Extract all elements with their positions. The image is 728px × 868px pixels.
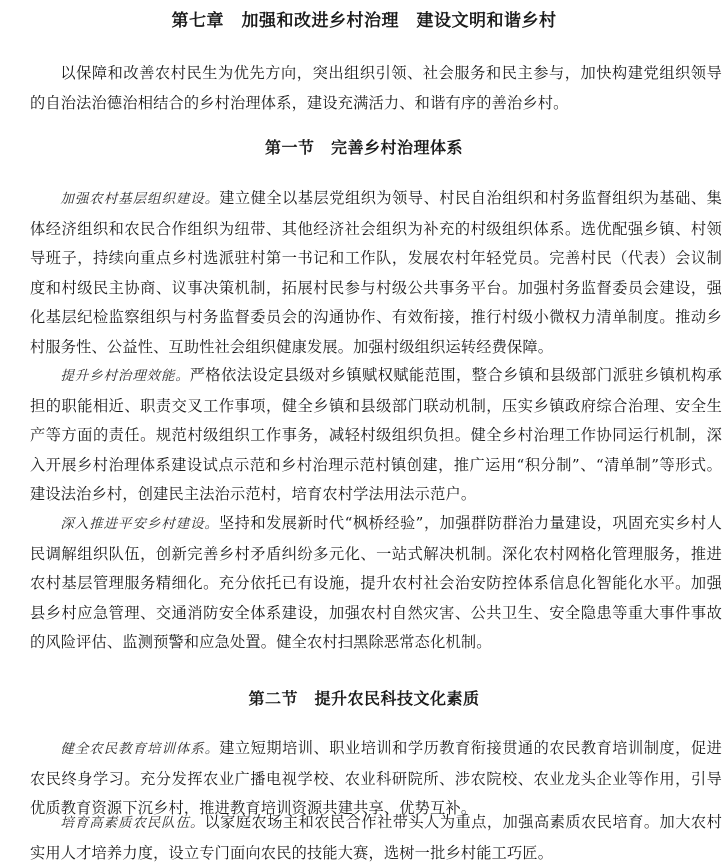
paragraph-high-quality-farmers <box>30 808 722 868</box>
chapter-intro: 以保障和改善农村民生为优先方向，突出组织引领、社会服务和民主参与，加快构建党组织领导的自治法治德治相结合的乡村治理体系，建设充满活力、和谐有序的善治乡村。 <box>30 64 722 112</box>
section-title-2: 第二节 提升农民科技文化素质 <box>248 689 480 708</box>
paragraph-body: 严格依法设定县级对乡镇赋权赋能范围，整合乡镇和县级部门派驻乡镇机构承担的职能相近、职责交叉工作事项，健全乡镇和县级部门联动机制，压实乡镇政府综合治理、安全生产等方面的责任。规范村级组织工作事务，减轻村级组织负担。健全乡村治理工作协同运行机制，深入开展乡村治理体系建设试点示范和乡村治理示范村镇创建，推广运用“积分制”、“清单制”等形式。建设法治乡村，创建民主法治示范村，培育农村学法用法示范户。 <box>30 366 722 504</box>
paragraph-body: 以家庭农场主和农民合作社带头人为重点，加强高素质农民培育。加大农村实用人才培养力度，设立专门面向农民的技能大赛，选树一批乡村能工巧匠。 <box>30 813 723 862</box>
paragraph-body: 建立短期培训、职业培训和学历教育衔接贯通的农民教育培训制度，促进农民终身学习。充分发挥农业广播电视学校、农业科研院所、涉农院校、农业龙头企业等作用，引导优质教育资源下沉乡村，推进教育培训资源共建共享、优势互补。 <box>30 739 722 818</box>
paragraph-lead: 培育高素质农民队伍。 <box>60 815 205 831</box>
section-title-1: 第一节 完善乡村治理体系 <box>264 138 463 157</box>
chapter-title: 第七章 加强和改进乡村治理 建设文明和谐乡村 <box>171 11 557 31</box>
paragraph-lead: 健全农民教育培训体系。 <box>60 741 220 757</box>
paragraph-safe-village <box>30 509 722 658</box>
paragraph-lead: 提升乡村治理效能。 <box>60 368 190 384</box>
paragraph-lead: 深入推进平安乡村建设。 <box>60 516 219 532</box>
paragraph-body: 建立健全以基层党组织为领导、村民自治组织和村务监督组织为基础、集体经济组织和农民合作组织为纽带、其他经济社会组织为补充的村级组织体系。选优配强乡镇、村领导班子，持续向重点乡村选派驻村第一书记和工作队，发展农村年轻党员。完善村民（代表）会议制度和村级民主协商、议事决策机制，拓展村民参与村级公共事务平台。加强村务监督委员会建设，强化基层纪检监察组织与村务监督委员会的沟通协作、有效衔接，推行村级小微权力清单制度。推动乡村服务性、公益性、互助性社会组织健康发展。加强村级组织运转经费保障。 <box>30 189 722 356</box>
paragraph-basic-organization <box>30 184 722 363</box>
paragraph-body: 坚持和发展新时代“枫桥经验”，加强群防群治力量建设，巩固充实乡村人民调解组织队伍，创新完善乡村矛盾纠纷多元化、一站式解决机制。深化农村网格化管理服务，推进农村基层管理服务精细化。充分依托已有设施，提升农村社会治安防控体系信息化智能化水平。加强县乡村应急管理、交通消防安全体系建设，加强农村自然灾害、公共卫生、安全隐患等重大事件事故的风险评估、监测预警和应急处置。健全农村扫黑除恶常态化机制。 <box>30 514 722 652</box>
paragraph-governance-efficiency <box>30 361 722 510</box>
paragraph-lead: 加强农村基层组织建设。 <box>60 191 220 207</box>
